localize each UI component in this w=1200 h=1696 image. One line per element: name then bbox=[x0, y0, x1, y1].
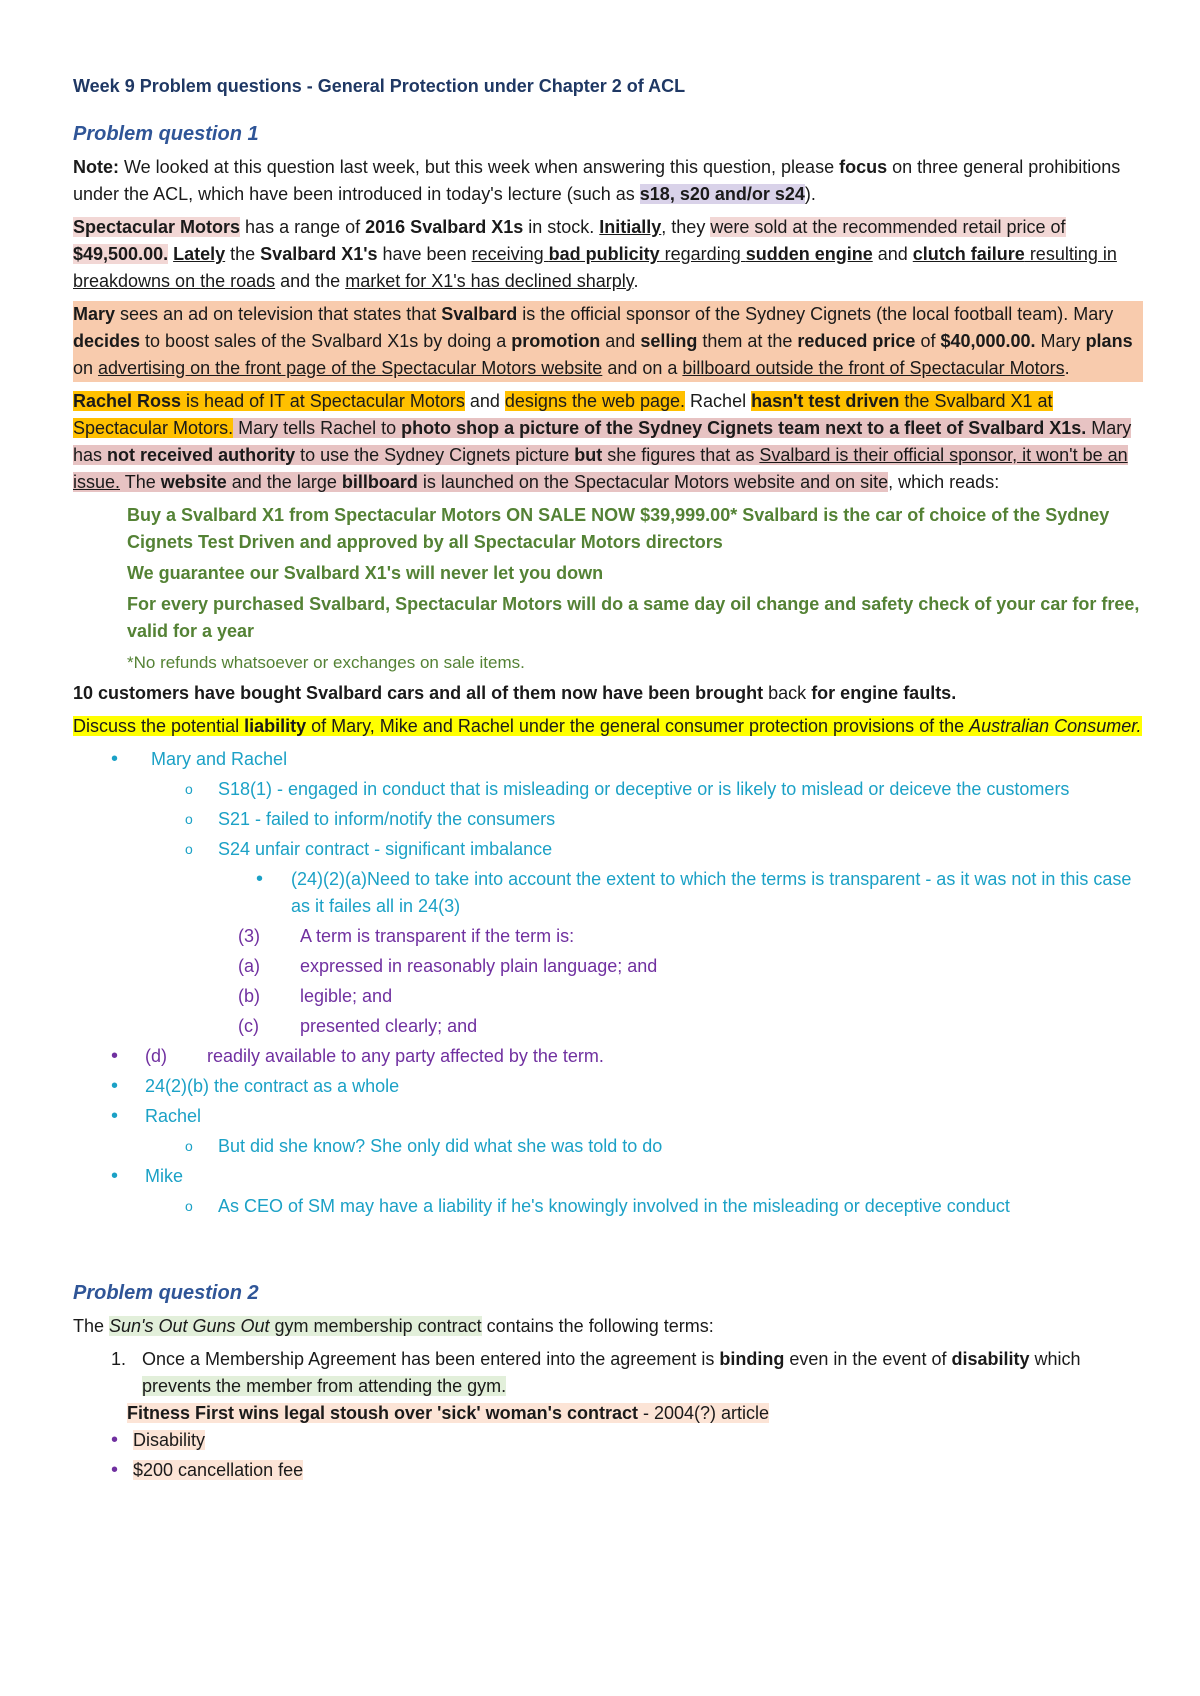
p2-t: . bbox=[1064, 358, 1070, 378]
p3-a: Rachel Ross bbox=[73, 391, 182, 411]
note-text: We looked at this question last week, but this week when answering this question, please bbox=[119, 157, 840, 177]
list-item: • Mike bbox=[73, 1163, 1143, 1190]
ad-line-1: Buy a Svalbard X1 from Spectacular Motors ON SALE NOW $39,999.00* Svalbard is the car of choice of the Sydney Cignets Test Driven and approved by all Spectacular Motors directors bbox=[127, 505, 1110, 552]
p2-g: promotion bbox=[511, 331, 601, 351]
p2-p: on bbox=[73, 358, 99, 378]
pq2-bullets bbox=[73, 1427, 1143, 1484]
list-item: o S24 unfair contract - significant imbalance bbox=[73, 836, 1143, 863]
list-item: • $200 cancellation fee bbox=[73, 1457, 1143, 1484]
p2-d: is the official sponsor of the Sydney Cignets (the local football team). Mary bbox=[517, 304, 1114, 324]
circle-bullet-icon: o bbox=[185, 1138, 193, 1154]
p2-o: plans bbox=[1085, 331, 1133, 351]
answer-notes bbox=[73, 746, 1143, 1220]
p1-a: Spectacular Motors bbox=[73, 217, 241, 237]
p3-b: is head of IT at Spectacular Motors bbox=[181, 391, 465, 411]
note-focus: focus bbox=[839, 157, 888, 177]
p3-j: Mary has bbox=[73, 418, 1132, 465]
list-item: (a) expressed in reasonably plain language; and bbox=[238, 956, 658, 976]
circle-bullet-icon: o bbox=[185, 781, 193, 797]
p2-f: to boost sales of the Svalbard X1s by doing a bbox=[140, 331, 512, 351]
p3-n: she figures that as bbox=[602, 445, 760, 465]
p3-e: Rachel bbox=[685, 391, 752, 411]
list-item: (c) presented clearly; and bbox=[238, 1016, 478, 1036]
p1-s: clutch failure bbox=[912, 244, 1025, 264]
p3-u: , which reads: bbox=[888, 472, 1000, 492]
p1-o: bad publicity bbox=[548, 244, 660, 264]
p3-o: Svalbard is their official sponsor, it won't be an issue. bbox=[73, 445, 1128, 492]
p1-k: the bbox=[225, 244, 261, 264]
p3-s: billboard bbox=[341, 472, 418, 492]
circle-bullet-icon: o bbox=[185, 1198, 193, 1214]
customers-c: for engine faults. bbox=[811, 683, 957, 703]
bullet-icon: • bbox=[111, 1075, 119, 1097]
bullet-icon: • bbox=[111, 1429, 119, 1451]
facts-paragraph-2 bbox=[73, 301, 1143, 382]
p3-r: and the large bbox=[226, 472, 342, 492]
problem-question-2-heading: Problem question 2 bbox=[73, 1282, 259, 1304]
p2-s: billboard outside the front of Spectacular Motors bbox=[682, 358, 1065, 378]
circle-bullet-icon: o bbox=[185, 841, 193, 857]
discuss-d: Australian Consumer. bbox=[969, 716, 1142, 736]
terms-list bbox=[73, 1346, 1143, 1400]
problem-question-1-heading: Problem question 1 bbox=[73, 123, 259, 145]
p2-a: Mary bbox=[73, 304, 116, 324]
p3-g: the Svalbard X1 at Spectacular Motors. bbox=[73, 391, 1053, 438]
p3-c: and bbox=[464, 391, 505, 411]
discuss-paragraph bbox=[73, 713, 1143, 740]
p1-u: and the bbox=[275, 271, 346, 291]
p1-l: Svalbard X1's bbox=[260, 244, 378, 264]
p3-f: hasn't test driven bbox=[751, 391, 900, 411]
p2-k: reduced price bbox=[797, 331, 916, 351]
p1-f: , they bbox=[661, 217, 711, 237]
list-item: • Disability bbox=[73, 1427, 1143, 1454]
list-item: (3) A term is transparent if the term is: bbox=[238, 926, 575, 946]
p2-n: Mary bbox=[1035, 331, 1086, 351]
bullet-icon: • bbox=[111, 1165, 119, 1187]
ad-line-3: For every purchased Svalbard, Spectacular Motors will do a same day oil change and safety check of your car for free, valid for a year bbox=[127, 594, 1140, 641]
p1-r: and bbox=[872, 244, 913, 264]
p1-j: Lately bbox=[173, 244, 226, 264]
p2-h: and bbox=[600, 331, 641, 351]
p2-b: sees an ad on television that states that bbox=[115, 304, 442, 324]
p3-i: photo shop a picture of the Sydney Cignets team next to a fleet of Svalbard X1s. bbox=[401, 418, 1087, 438]
circle-bullet-icon: o bbox=[185, 811, 193, 827]
list-item: • Mary and Rachel bbox=[73, 746, 1143, 773]
p1-q: sudden engine bbox=[745, 244, 873, 264]
p1-m: have been bbox=[377, 244, 472, 264]
facts-paragraph-3 bbox=[73, 388, 1143, 496]
bullet-icon: • bbox=[111, 1045, 119, 1067]
list-item: o S21 - failed to inform/notify the consumers bbox=[73, 806, 1143, 833]
bullet-icon: • bbox=[111, 1459, 119, 1481]
p1-t: resulting in breakdowns on the roads bbox=[73, 244, 1117, 291]
p1-n: receiving bbox=[471, 244, 549, 264]
p2-m: $40,000.00. bbox=[940, 331, 1036, 351]
bullet-icon: • bbox=[111, 1105, 119, 1127]
customers-b: back bbox=[763, 683, 812, 703]
p2-q: advertising on the front page of the Spectacular Motors website bbox=[98, 358, 603, 378]
p2-r: and on a bbox=[602, 358, 683, 378]
p3-h: Mary tells Rachel to bbox=[233, 418, 402, 438]
p2-e: decides bbox=[73, 331, 141, 351]
list-item: (b) legible; and bbox=[238, 986, 393, 1006]
p3-k: not received authority bbox=[107, 445, 296, 465]
p3-q: website bbox=[160, 472, 227, 492]
bullet-icon: • bbox=[256, 868, 264, 890]
p3-d: designs the web page. bbox=[504, 391, 686, 411]
p2-l: of bbox=[915, 331, 941, 351]
note-label: Note: bbox=[73, 157, 119, 177]
document-body bbox=[73, 76, 1143, 1487]
note-sections: s18, s20 and/or s24 bbox=[639, 184, 805, 204]
list-item: o As CEO of SM may have a liability if he's knowingly involved in the misleading or deceptive conduct bbox=[73, 1193, 1143, 1220]
p3-p: The bbox=[120, 472, 161, 492]
facts-paragraph-1 bbox=[73, 214, 1143, 295]
note-paragraph bbox=[73, 154, 1143, 208]
p1-e: Initially bbox=[599, 217, 662, 237]
article-reference: Fitness First wins legal stoush over 'sick' woman's contract - 2004(?) article bbox=[127, 1403, 770, 1423]
list-item: • (d) readily available to any party affected by the term. bbox=[73, 1043, 1143, 1070]
list-item: o But did she know? She only did what she was told to do bbox=[73, 1133, 1143, 1160]
pq2-intro: The Sun's Out Guns Out gym membership contract contains the following terms: bbox=[73, 1316, 714, 1336]
p1-p: regarding bbox=[659, 244, 746, 264]
p3-l: to use the Sydney Cignets picture bbox=[295, 445, 575, 465]
note-text-2: on three general prohibitions under the ACL, which have been introduced in today's lecture (such as bbox=[73, 157, 1121, 204]
page-title: Week 9 Problem questions - General Protection under Chapter 2 of ACL bbox=[73, 76, 686, 96]
list-item: • 24(2)(b) the contract as a whole bbox=[73, 1073, 1143, 1100]
customers-paragraph bbox=[73, 680, 1143, 707]
customers-a: 10 customers have bought Svalbard cars and all of them now have been brought bbox=[73, 683, 764, 703]
ad-footnote: *No refunds whatsoever or exchanges on sale items. bbox=[127, 653, 525, 672]
discuss-a: Discuss the potential bbox=[73, 716, 245, 736]
list-item: 1. Once a Membership Agreement has been entered into the agreement is binding even in the event of disability which prevents the member from attending the gym. bbox=[111, 1349, 1081, 1396]
discuss-c: of Mary, Mike and Rachel under the general consumer protection provisions of the bbox=[306, 716, 970, 736]
p1-v: market for X1's has declined sharply bbox=[345, 271, 634, 291]
p1-b: has a range of bbox=[240, 217, 366, 237]
p3-t: is launched on the Spectacular Motors website and on site bbox=[417, 472, 889, 492]
discuss-b: liability bbox=[244, 716, 307, 736]
p2-i: selling bbox=[640, 331, 698, 351]
note-text-3: ). bbox=[804, 184, 816, 204]
p1-h: $49,500.00. bbox=[73, 244, 169, 264]
p1-d: in stock. bbox=[523, 217, 600, 237]
list-item: • Rachel bbox=[73, 1103, 1143, 1130]
p1-c: 2016 Svalbard X1s bbox=[365, 217, 524, 237]
p3-m: but bbox=[574, 445, 603, 465]
bullet-icon: • bbox=[111, 748, 119, 770]
p1-w: . bbox=[633, 271, 639, 291]
p2-c: Svalbard bbox=[441, 304, 518, 324]
list-item: o S18(1) - engaged in conduct that is misleading or deceptive or is likely to mislead or deiceve the customers bbox=[73, 776, 1143, 803]
ad-line-2: We guarantee our Svalbard X1's will never let you down bbox=[127, 563, 604, 583]
list-item: • (24)(2)(a)Need to take into account the extent to which the terms is transparent - as it was not in this case as it failes all in 24(3) bbox=[256, 868, 1132, 916]
p2-j: them at the bbox=[697, 331, 798, 351]
p1-g: were sold at the recommended retail price of bbox=[710, 217, 1066, 237]
